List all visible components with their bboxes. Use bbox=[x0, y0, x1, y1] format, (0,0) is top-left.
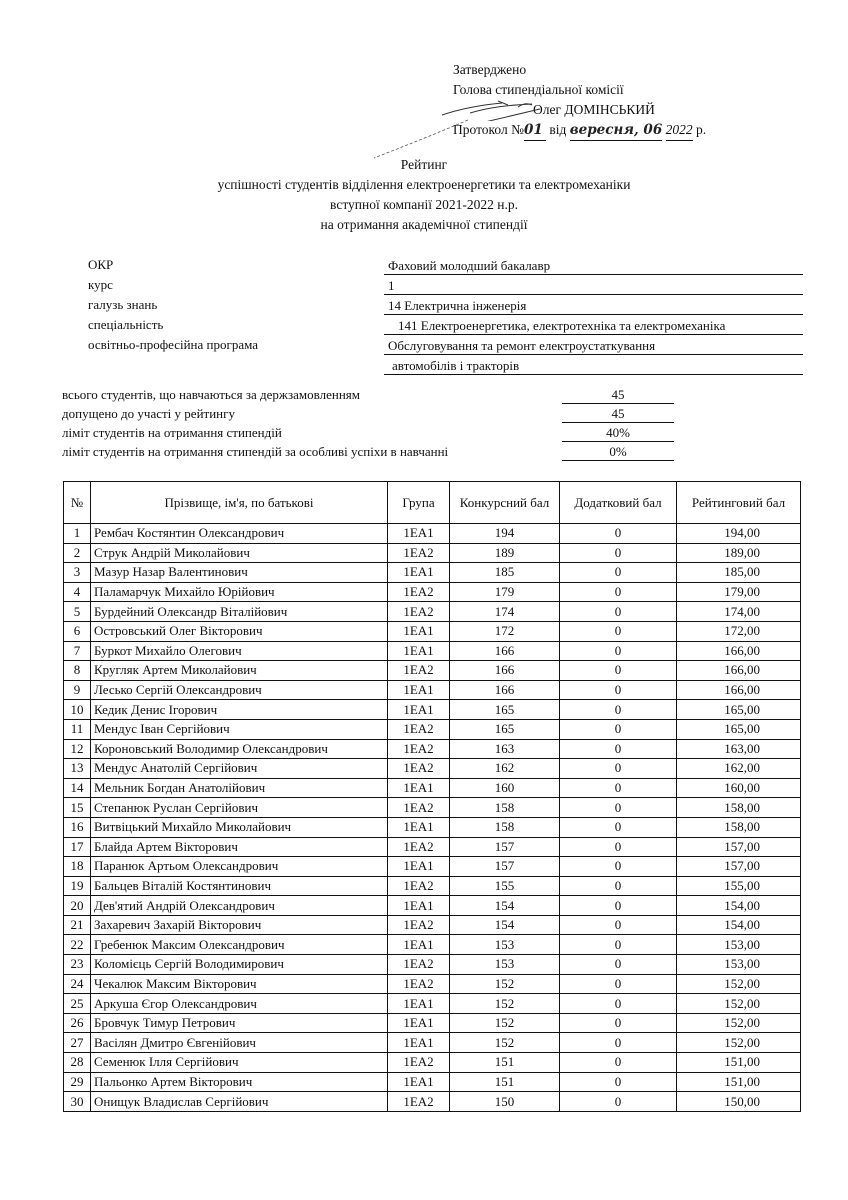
additional-score: 0 bbox=[560, 700, 677, 720]
student-group: 1ЕА2 bbox=[388, 719, 450, 739]
info-value: 1 bbox=[384, 277, 803, 295]
rating-score: 166,00 bbox=[677, 680, 801, 700]
additional-score: 0 bbox=[560, 1092, 677, 1112]
competitive-score: 154 bbox=[450, 896, 560, 916]
row-number: 19 bbox=[64, 876, 91, 896]
table-header-row bbox=[64, 482, 801, 524]
student-name: Мазур Назар Валентинович bbox=[91, 563, 388, 583]
student-name: Захаревич Захарій Вікторович bbox=[91, 915, 388, 935]
student-name: Бальцев Віталій Костянтинович bbox=[91, 876, 388, 896]
additional-score: 0 bbox=[560, 955, 677, 975]
rating-score: 158,00 bbox=[677, 798, 801, 818]
competitive-score: 194 bbox=[450, 524, 560, 544]
rating-score: 154,00 bbox=[677, 915, 801, 935]
additional-score: 0 bbox=[560, 837, 677, 857]
row-number: 2 bbox=[64, 543, 91, 563]
header-number: № bbox=[64, 482, 91, 524]
additional-score: 0 bbox=[560, 602, 677, 622]
additional-score: 0 bbox=[560, 680, 677, 700]
stat-row bbox=[62, 425, 682, 443]
stat-label: ліміт студентів на отримання стипендій bbox=[62, 425, 282, 440]
row-number: 25 bbox=[64, 994, 91, 1014]
stat-label: всього студентів, що навчаються за держзамовленням bbox=[62, 387, 360, 402]
student-name: Паламарчук Михайло Юрійович bbox=[91, 582, 388, 602]
rating-score: 160,00 bbox=[677, 778, 801, 798]
additional-score: 0 bbox=[560, 641, 677, 661]
student-name: Дев'ятий Андрій Олександрович bbox=[91, 896, 388, 916]
additional-score: 0 bbox=[560, 582, 677, 602]
student-group: 1ЕА1 bbox=[388, 680, 450, 700]
info-row bbox=[88, 317, 803, 337]
student-group: 1ЕА2 bbox=[388, 739, 450, 759]
row-number: 15 bbox=[64, 798, 91, 818]
additional-score: 0 bbox=[560, 974, 677, 994]
student-name: Кругляк Артем Миколайович bbox=[91, 661, 388, 681]
rating-score: 152,00 bbox=[677, 1013, 801, 1033]
student-group: 1ЕА1 bbox=[388, 778, 450, 798]
student-group: 1ЕА1 bbox=[388, 700, 450, 720]
row-number: 9 bbox=[64, 680, 91, 700]
student-group: 1ЕА2 bbox=[388, 1053, 450, 1073]
stat-value: 45 bbox=[562, 406, 674, 423]
table-row bbox=[64, 817, 801, 837]
table-row bbox=[64, 621, 801, 641]
table-row bbox=[64, 582, 801, 602]
additional-score: 0 bbox=[560, 661, 677, 681]
student-group: 1ЕА1 bbox=[388, 896, 450, 916]
competitive-score: 152 bbox=[450, 1033, 560, 1053]
info-value: автомобілів і тракторів bbox=[384, 357, 803, 375]
student-name: Бурдейний Олександр Віталійович bbox=[91, 602, 388, 622]
stat-label: допущено до участі у рейтингу bbox=[62, 406, 235, 421]
rating-table-body bbox=[64, 524, 801, 1112]
student-name: Гребенюк Максим Олександрович bbox=[91, 935, 388, 955]
rating-score: 165,00 bbox=[677, 719, 801, 739]
row-number: 27 bbox=[64, 1033, 91, 1053]
info-label: галузь знань bbox=[88, 297, 158, 312]
student-name: Витвіцький Михайло Миколайович bbox=[91, 817, 388, 837]
student-name: Короновський Володимир Олександрович bbox=[91, 739, 388, 759]
student-group: 1ЕА2 bbox=[388, 582, 450, 602]
table-row bbox=[64, 935, 801, 955]
competitive-score: 152 bbox=[450, 994, 560, 1014]
student-group: 1ЕА1 bbox=[388, 817, 450, 837]
row-number: 23 bbox=[64, 955, 91, 975]
row-number: 17 bbox=[64, 837, 91, 857]
info-row bbox=[88, 297, 803, 317]
table-row bbox=[64, 896, 801, 916]
stat-label: ліміт студентів на отримання стипендій за особливі успіхи в навчанні bbox=[62, 444, 449, 459]
rating-score: 166,00 bbox=[677, 641, 801, 661]
row-number: 16 bbox=[64, 817, 91, 837]
rating-score: 185,00 bbox=[677, 563, 801, 583]
student-name: Пальонко Артем Вікторович bbox=[91, 1072, 388, 1092]
additional-score: 0 bbox=[560, 739, 677, 759]
competitive-score: 179 bbox=[450, 582, 560, 602]
student-name: Рембач Костянтин Олександрович bbox=[91, 524, 388, 544]
student-name: Кедик Денис Ігорович bbox=[91, 700, 388, 720]
student-group: 1ЕА2 bbox=[388, 1092, 450, 1112]
rating-score: 152,00 bbox=[677, 1033, 801, 1053]
rating-score: 165,00 bbox=[677, 700, 801, 720]
info-value: 14 Електрична інженерія bbox=[384, 297, 803, 315]
row-number: 6 bbox=[64, 621, 91, 641]
student-group: 1ЕА1 bbox=[388, 621, 450, 641]
approval-heading: Затверджено bbox=[453, 62, 527, 77]
competitive-score: 158 bbox=[450, 798, 560, 818]
competitive-score: 157 bbox=[450, 857, 560, 877]
table-row bbox=[64, 837, 801, 857]
student-group: 1ЕА2 bbox=[388, 798, 450, 818]
title-line-2: успішності студентів відділення електроенергетики та електромеханіки bbox=[217, 177, 631, 192]
row-number: 4 bbox=[64, 582, 91, 602]
student-name: Бровчук Тимур Петрович bbox=[91, 1013, 388, 1033]
additional-score: 0 bbox=[560, 621, 677, 641]
stat-value: 0% bbox=[562, 444, 674, 461]
rating-score: 163,00 bbox=[677, 739, 801, 759]
student-name: Буркот Михайло Олегович bbox=[91, 641, 388, 661]
info-value: Обслуговування та ремонт електроустаткування bbox=[384, 337, 803, 355]
student-name: Аркуша Єгор Олександрович bbox=[91, 994, 388, 1014]
table-row bbox=[64, 719, 801, 739]
student-group: 1ЕА2 bbox=[388, 955, 450, 975]
table-row bbox=[64, 641, 801, 661]
table-row bbox=[64, 759, 801, 779]
rating-score: 153,00 bbox=[677, 955, 801, 975]
additional-score: 0 bbox=[560, 798, 677, 818]
rating-score: 150,00 bbox=[677, 1092, 801, 1112]
rating-score: 151,00 bbox=[677, 1072, 801, 1092]
rating-table bbox=[63, 481, 801, 1112]
protocol-from-label: від bbox=[549, 122, 567, 137]
table-row bbox=[64, 661, 801, 681]
competitive-score: 158 bbox=[450, 817, 560, 837]
competitive-score: 160 bbox=[450, 778, 560, 798]
additional-score: 0 bbox=[560, 1053, 677, 1073]
table-row bbox=[64, 915, 801, 935]
table-row bbox=[64, 524, 801, 544]
competitive-score: 166 bbox=[450, 641, 560, 661]
competitive-score: 174 bbox=[450, 602, 560, 622]
student-group: 1ЕА1 bbox=[388, 1013, 450, 1033]
student-group: 1ЕА1 bbox=[388, 935, 450, 955]
rating-score: 189,00 bbox=[677, 543, 801, 563]
header-name: Прізвище, ім'я, по батькові bbox=[91, 482, 388, 524]
protocol-number: 01 bbox=[524, 120, 546, 141]
table-row bbox=[64, 739, 801, 759]
table-row bbox=[64, 994, 801, 1014]
header-additional-score: Додатковий бал bbox=[560, 482, 677, 524]
rating-score: 158,00 bbox=[677, 817, 801, 837]
competitive-score: 150 bbox=[450, 1092, 560, 1112]
table-row bbox=[64, 1033, 801, 1053]
row-number: 18 bbox=[64, 857, 91, 877]
additional-score: 0 bbox=[560, 1013, 677, 1033]
header-rating-score: Рейтинговий бал bbox=[677, 482, 801, 524]
competitive-score: 151 bbox=[450, 1053, 560, 1073]
student-group: 1ЕА1 bbox=[388, 641, 450, 661]
info-value: Фаховий молодший бакалавр bbox=[384, 257, 803, 275]
protocol-label: Протокол № bbox=[453, 122, 524, 137]
student-group: 1ЕА1 bbox=[388, 563, 450, 583]
row-number: 24 bbox=[64, 974, 91, 994]
competitive-score: 189 bbox=[450, 543, 560, 563]
competitive-score: 151 bbox=[450, 1072, 560, 1092]
stat-value: 40% bbox=[562, 425, 674, 442]
additional-score: 0 bbox=[560, 759, 677, 779]
row-number: 29 bbox=[64, 1072, 91, 1092]
competitive-score: 165 bbox=[450, 719, 560, 739]
student-group: 1ЕА2 bbox=[388, 837, 450, 857]
student-name: Семенюк Ілля Сергійович bbox=[91, 1053, 388, 1073]
table-row bbox=[64, 563, 801, 583]
row-number: 7 bbox=[64, 641, 91, 661]
competitive-score: 154 bbox=[450, 915, 560, 935]
row-number: 10 bbox=[64, 700, 91, 720]
table-row bbox=[64, 798, 801, 818]
student-group: 1ЕА2 bbox=[388, 543, 450, 563]
stat-row bbox=[62, 406, 682, 424]
row-number: 8 bbox=[64, 661, 91, 681]
competitive-score: 153 bbox=[450, 955, 560, 975]
competitive-score: 157 bbox=[450, 837, 560, 857]
competitive-score: 162 bbox=[450, 759, 560, 779]
row-number: 5 bbox=[64, 602, 91, 622]
additional-score: 0 bbox=[560, 1072, 677, 1092]
additional-score: 0 bbox=[560, 719, 677, 739]
student-group: 1ЕА2 bbox=[388, 602, 450, 622]
student-group: 1ЕА1 bbox=[388, 994, 450, 1014]
student-name: Блайда Артем Вікторович bbox=[91, 837, 388, 857]
row-number: 21 bbox=[64, 915, 91, 935]
title-line-3: вступної компанії 2021-2022 н.р. bbox=[330, 197, 518, 212]
table-row bbox=[64, 955, 801, 975]
competitive-score: 185 bbox=[450, 563, 560, 583]
competitive-score: 166 bbox=[450, 661, 560, 681]
info-row bbox=[88, 257, 803, 277]
table-row bbox=[64, 1053, 801, 1073]
rating-score: 153,00 bbox=[677, 935, 801, 955]
additional-score: 0 bbox=[560, 876, 677, 896]
row-number: 30 bbox=[64, 1092, 91, 1112]
student-group: 1ЕА2 bbox=[388, 661, 450, 681]
student-group: 1ЕА2 bbox=[388, 876, 450, 896]
title-line-1: Рейтинг bbox=[400, 157, 448, 172]
student-name: Мельник Богдан Анатолійович bbox=[91, 778, 388, 798]
student-name: Степанюк Руслан Сергійович bbox=[91, 798, 388, 818]
student-name: Мендус Іван Сергійович bbox=[91, 719, 388, 739]
info-label: ОКР bbox=[88, 257, 114, 272]
rating-score: 172,00 bbox=[677, 621, 801, 641]
student-name: Островський Олег Вікторович bbox=[91, 621, 388, 641]
additional-score: 0 bbox=[560, 1033, 677, 1053]
stat-row bbox=[62, 444, 682, 462]
student-group: 1ЕА2 bbox=[388, 915, 450, 935]
stat-value: 45 bbox=[562, 387, 674, 404]
student-name: Коломієць Сергій Володимирович bbox=[91, 955, 388, 975]
student-name: Чекалюк Максим Вікторович bbox=[91, 974, 388, 994]
row-number: 28 bbox=[64, 1053, 91, 1073]
rating-score: 166,00 bbox=[677, 661, 801, 681]
table-row bbox=[64, 700, 801, 720]
student-name: Струк Андрій Миколайович bbox=[91, 543, 388, 563]
row-number: 11 bbox=[64, 719, 91, 739]
protocol-year-suffix: р. bbox=[695, 122, 707, 137]
competitive-score: 152 bbox=[450, 974, 560, 994]
student-group: 1ЕА2 bbox=[388, 974, 450, 994]
student-group: 1ЕА1 bbox=[388, 1033, 450, 1053]
row-number: 3 bbox=[64, 563, 91, 583]
header-group: Група bbox=[388, 482, 450, 524]
additional-score: 0 bbox=[560, 857, 677, 877]
competitive-score: 172 bbox=[450, 621, 560, 641]
rating-score: 174,00 bbox=[677, 602, 801, 622]
protocol-line bbox=[453, 120, 706, 141]
table-row bbox=[64, 876, 801, 896]
additional-score: 0 bbox=[560, 543, 677, 563]
info-label: курс bbox=[88, 277, 113, 292]
student-name: Васілян Дмитро Євгенійович bbox=[91, 1033, 388, 1053]
competitive-score: 155 bbox=[450, 876, 560, 896]
table-row bbox=[64, 602, 801, 622]
row-number: 14 bbox=[64, 778, 91, 798]
additional-score: 0 bbox=[560, 563, 677, 583]
competitive-score: 153 bbox=[450, 935, 560, 955]
additional-score: 0 bbox=[560, 778, 677, 798]
info-label: спеціальність bbox=[88, 317, 164, 332]
rating-score: 157,00 bbox=[677, 857, 801, 877]
rating-score: 157,00 bbox=[677, 837, 801, 857]
stat-row bbox=[62, 387, 682, 405]
info-value: 141 Електроенергетика, електротехніка та електромеханіка bbox=[384, 317, 803, 335]
rating-score: 152,00 bbox=[677, 994, 801, 1014]
header-competitive-score: Конкурсний бал bbox=[450, 482, 560, 524]
row-number: 22 bbox=[64, 935, 91, 955]
student-group: 1ЕА1 bbox=[388, 524, 450, 544]
competitive-score: 165 bbox=[450, 700, 560, 720]
rating-score: 152,00 bbox=[677, 974, 801, 994]
table-row bbox=[64, 543, 801, 563]
additional-score: 0 bbox=[560, 817, 677, 837]
approval-chair: Голова стипендіальної комісії bbox=[453, 82, 624, 97]
competitive-score: 166 bbox=[450, 680, 560, 700]
info-row bbox=[88, 337, 803, 357]
table-row bbox=[64, 1092, 801, 1112]
competitive-score: 152 bbox=[450, 1013, 560, 1033]
rating-score: 162,00 bbox=[677, 759, 801, 779]
info-row bbox=[88, 357, 803, 377]
additional-score: 0 bbox=[560, 896, 677, 916]
table-row bbox=[64, 1072, 801, 1092]
row-number: 12 bbox=[64, 739, 91, 759]
table-row bbox=[64, 1013, 801, 1033]
rating-score: 194,00 bbox=[677, 524, 801, 544]
protocol-year: 2022 bbox=[666, 120, 693, 141]
additional-score: 0 bbox=[560, 915, 677, 935]
additional-score: 0 bbox=[560, 994, 677, 1014]
student-name: Мендус Анатолій Сергійович bbox=[91, 759, 388, 779]
student-name: Онищук Владислав Сергійович bbox=[91, 1092, 388, 1112]
competitive-score: 163 bbox=[450, 739, 560, 759]
row-number: 20 bbox=[64, 896, 91, 916]
table-row bbox=[64, 778, 801, 798]
title-line-4: на отримання академічної стипендії bbox=[320, 217, 528, 232]
document-title bbox=[0, 155, 848, 235]
student-name: Паранюк Артьом Олександрович bbox=[91, 857, 388, 877]
info-row bbox=[88, 277, 803, 297]
table-row bbox=[64, 974, 801, 994]
student-group: 1ЕА2 bbox=[388, 759, 450, 779]
student-group: 1ЕА1 bbox=[388, 1072, 450, 1092]
additional-score: 0 bbox=[560, 935, 677, 955]
approval-signer: Олег ДОМІНСЬКИЙ bbox=[533, 102, 655, 117]
row-number: 26 bbox=[64, 1013, 91, 1033]
additional-score: 0 bbox=[560, 524, 677, 544]
row-number: 13 bbox=[64, 759, 91, 779]
info-label: освітньо-професійна програма bbox=[88, 337, 258, 352]
row-number: 1 bbox=[64, 524, 91, 544]
rating-score: 179,00 bbox=[677, 582, 801, 602]
table-row bbox=[64, 857, 801, 877]
student-name: Лесько Сергій Олександрович bbox=[91, 680, 388, 700]
protocol-date: вересня, 06 bbox=[570, 120, 662, 141]
table-row bbox=[64, 680, 801, 700]
rating-score: 155,00 bbox=[677, 876, 801, 896]
rating-score: 154,00 bbox=[677, 896, 801, 916]
student-group: 1ЕА1 bbox=[388, 857, 450, 877]
rating-score: 151,00 bbox=[677, 1053, 801, 1073]
